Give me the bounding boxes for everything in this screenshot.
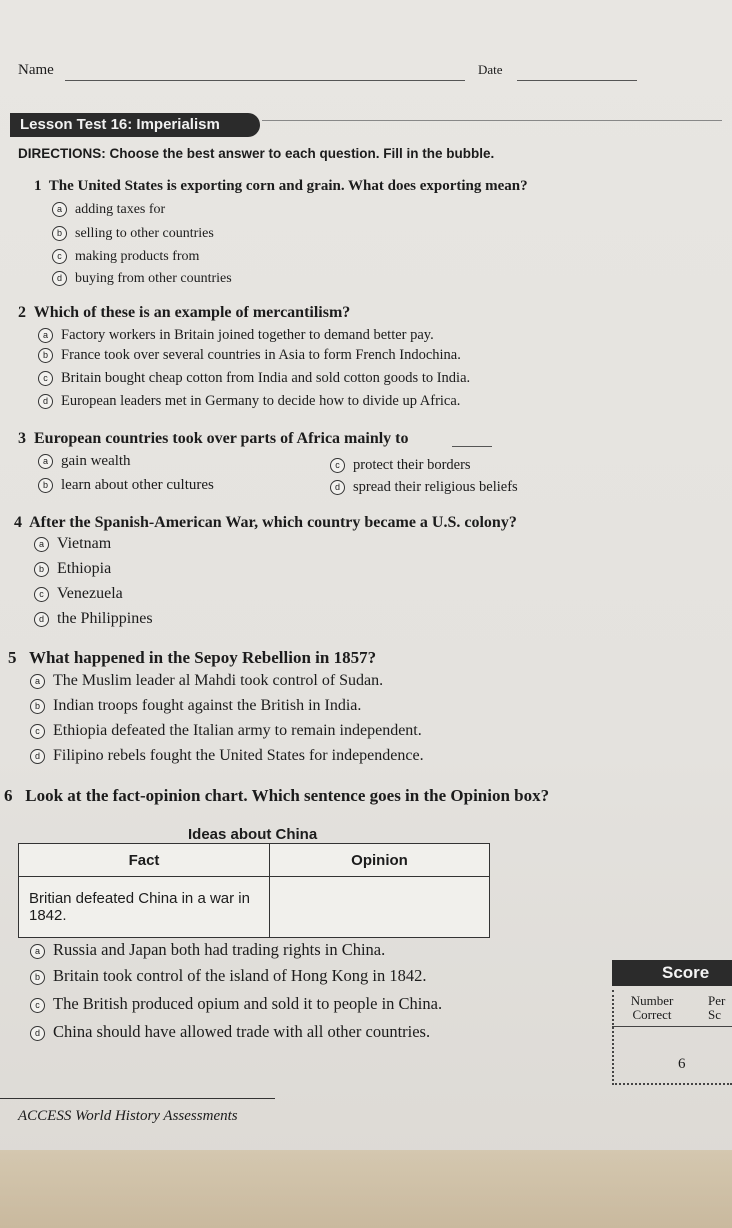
question-number: 6 bbox=[4, 786, 13, 805]
score-blank-line[interactable] bbox=[612, 1083, 732, 1085]
bubble-a[interactable]: a bbox=[38, 454, 53, 469]
choice-2a[interactable]: a Factory workers in Britain joined together to demand better pay. bbox=[38, 327, 434, 344]
question-number: 1 bbox=[34, 178, 42, 194]
title-rule bbox=[262, 120, 722, 121]
answer-blank bbox=[452, 446, 492, 447]
bubble-a[interactable]: a bbox=[34, 537, 49, 552]
bubble-d[interactable]: d bbox=[30, 1026, 45, 1041]
score-total: 6 bbox=[678, 1056, 686, 1072]
number-correct-label: Number Correct bbox=[630, 993, 674, 1022]
bubble-c[interactable]: c bbox=[30, 724, 45, 739]
bubble-a[interactable]: a bbox=[38, 328, 53, 343]
bubble-c[interactable]: c bbox=[52, 249, 67, 264]
choice-3b[interactable]: b learn about other cultures bbox=[38, 477, 214, 494]
bubble-c[interactable]: c bbox=[330, 458, 345, 473]
choice-4b[interactable]: b Ethiopia bbox=[34, 560, 111, 578]
bubble-b[interactable]: b bbox=[30, 699, 45, 714]
question-text: European countries took over parts of Africa mainly to bbox=[34, 430, 409, 447]
fact-header: Fact bbox=[19, 844, 270, 877]
choice-6b[interactable]: b Britain took control of the island of Hong Kong in 1842. bbox=[30, 966, 427, 986]
question-number: 4 bbox=[14, 514, 22, 531]
choice-1b[interactable]: b selling to other countries bbox=[52, 226, 214, 242]
bubble-c[interactable]: c bbox=[34, 587, 49, 602]
question-2 bbox=[18, 304, 350, 322]
name-label: Name bbox=[18, 62, 54, 78]
bubble-b[interactable]: b bbox=[52, 226, 67, 241]
bubble-c[interactable]: c bbox=[38, 371, 53, 386]
opinion-cell bbox=[270, 877, 490, 938]
fact-opinion-chart bbox=[18, 843, 490, 938]
lesson-title: Lesson Test 16: Imperialism bbox=[10, 113, 260, 137]
bubble-d[interactable]: d bbox=[330, 480, 345, 495]
question-text: Which of these is an example of mercantilism? bbox=[33, 304, 351, 321]
question-text: After the Spanish-American War, which country became a U.S. colony? bbox=[29, 514, 517, 531]
question-number: 5 bbox=[8, 648, 17, 667]
footer-rule bbox=[0, 1098, 275, 1099]
question-1 bbox=[34, 178, 528, 195]
date-label: Date bbox=[478, 62, 503, 77]
bubble-b[interactable]: b bbox=[38, 478, 53, 493]
bubble-a[interactable]: a bbox=[30, 944, 45, 959]
choice-1d[interactable]: d buying from other countries bbox=[52, 271, 232, 287]
question-text: Look at the fact-opinion chart. Which sentence goes in the Opinion box? bbox=[25, 786, 550, 805]
choice-6d[interactable]: d China should have allowed trade with all other countries. bbox=[30, 1022, 430, 1042]
score-dotted-vertical bbox=[612, 990, 614, 1085]
choice-5c[interactable]: c Ethiopia defeated the Italian army to remain independent. bbox=[30, 722, 422, 740]
bubble-a[interactable]: a bbox=[30, 674, 45, 689]
fact-cell: Britian defeated China in a war in 1842. bbox=[19, 877, 270, 938]
question-number: 2 bbox=[18, 304, 26, 321]
choice-1c[interactable]: c making products from bbox=[52, 249, 199, 265]
question-5 bbox=[8, 648, 376, 668]
question-6 bbox=[4, 786, 549, 806]
choice-5d[interactable]: d Filipino rebels fought the United States for independence. bbox=[30, 747, 424, 765]
choice-6c[interactable]: c The British produced opium and sold it to people in China. bbox=[30, 994, 442, 1014]
footer-publisher: ACCESS World History Assessments bbox=[18, 1108, 238, 1124]
choice-3c[interactable]: c protect their borders bbox=[330, 457, 471, 474]
bubble-b[interactable]: b bbox=[38, 348, 53, 363]
score-heading: Score bbox=[612, 960, 732, 986]
name-field-line[interactable] bbox=[65, 80, 465, 81]
choice-3a[interactable]: a gain wealth bbox=[38, 453, 131, 470]
directions: DIRECTIONS: Choose the best answer to each question. Fill in the bubble. bbox=[18, 146, 495, 161]
date-field-line[interactable] bbox=[517, 80, 637, 81]
choice-4c[interactable]: c Venezuela bbox=[34, 585, 123, 603]
percent-score-label: Per Sc bbox=[708, 994, 726, 1022]
score-divider bbox=[612, 1026, 732, 1027]
choice-5a[interactable]: a The Muslim leader al Mahdi took control of Sudan. bbox=[30, 672, 383, 690]
bubble-b[interactable]: b bbox=[30, 970, 45, 985]
choice-1a[interactable]: a adding taxes for bbox=[52, 202, 165, 218]
bubble-d[interactable]: d bbox=[52, 271, 67, 286]
score-box bbox=[612, 960, 732, 1085]
choice-2d[interactable]: d European leaders met in Germany to decide how to divide up Africa. bbox=[38, 393, 460, 410]
choice-4a[interactable]: a Vietnam bbox=[34, 535, 111, 553]
choice-2c[interactable]: c Britain bought cheap cotton from India and sold cotton goods to India. bbox=[38, 370, 470, 387]
question-3 bbox=[18, 430, 409, 448]
question-4 bbox=[14, 514, 517, 532]
bubble-b[interactable]: b bbox=[34, 562, 49, 577]
question-text: The United States is exporting corn and grain. What does exporting mean? bbox=[48, 178, 528, 194]
bubble-d[interactable]: d bbox=[34, 612, 49, 627]
floor-background bbox=[0, 1150, 732, 1228]
question-number: 3 bbox=[18, 430, 26, 447]
bubble-c[interactable]: c bbox=[30, 998, 45, 1013]
question-text: What happened in the Sepoy Rebellion in 1857? bbox=[28, 648, 377, 667]
opinion-header: Opinion bbox=[270, 844, 490, 877]
choice-6a[interactable]: a Russia and Japan both had trading rights in China. bbox=[30, 940, 385, 960]
choice-2b[interactable]: b France took over several countries in Asia to form French Indochina. bbox=[38, 347, 461, 364]
bubble-d[interactable]: d bbox=[30, 749, 45, 764]
choice-4d[interactable]: d the Philippines bbox=[34, 610, 153, 628]
choice-5b[interactable]: b Indian troops fought against the British in India. bbox=[30, 697, 361, 715]
bubble-d[interactable]: d bbox=[38, 394, 53, 409]
bubble-a[interactable]: a bbox=[52, 202, 67, 217]
chart-title: Ideas about China bbox=[188, 826, 318, 843]
choice-3d[interactable]: d spread their religious beliefs bbox=[330, 479, 518, 496]
